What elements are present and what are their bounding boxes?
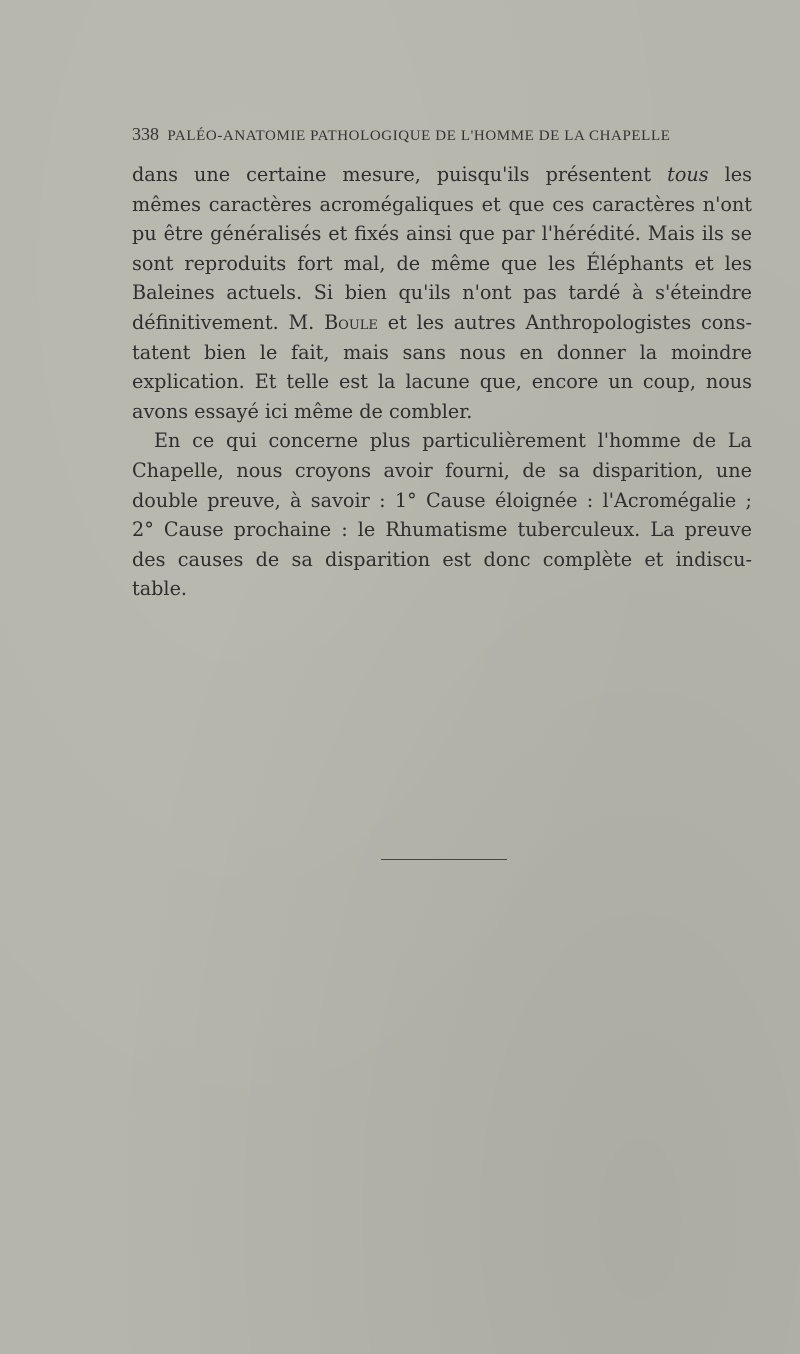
text-line: 2° Cause prochaine : le Rhumatisme tuberculeux. La preuve — [132, 518, 752, 542]
paragraph — [132, 426, 752, 604]
text-line: sont reproduits fort mal, de même que les Éléphants et les — [132, 251, 752, 275]
text-line: double preuve, à savoir : 1° Cause éloignée : l'Acromégalie ; — [132, 488, 752, 512]
text-line: Chapelle, nous croyons avoir fourni, de sa disparition, une — [132, 458, 752, 482]
running-head — [132, 124, 732, 145]
text-line: des causes de sa disparition est donc complète et indiscu- — [132, 547, 752, 571]
running-title: PALÉO-ANATOMIE PATHOLOGIQUE DE L'HOMME DE LA CHAPELLE — [167, 128, 671, 144]
text-line: explication. Et telle est la lacune que, encore un coup, nous — [132, 370, 752, 394]
author-name: Boule — [324, 310, 378, 334]
paragraph — [132, 160, 752, 426]
text-line: dans une certaine mesure, puisqu'ils présentent tous les — [132, 163, 752, 186]
italic-word: tous — [667, 163, 709, 186]
text-line: définitivement. M. Boule et les autres Anthropologistes cons- — [132, 310, 752, 334]
body-text — [132, 160, 752, 604]
page-number: 338 — [132, 124, 159, 144]
text-line: table. — [132, 577, 188, 601]
text-line: avons essayé ici même de combler. — [132, 399, 473, 423]
text-line: En ce qui concerne plus particulièrement l'homme de La — [154, 429, 752, 453]
text-line: mêmes caractères acromégaliques et que ces caractères n'ont — [132, 192, 752, 216]
text-line: pu être généralisés et fixés ainsi que par l'hérédité. Mais ils se — [132, 222, 752, 246]
end-rule — [381, 859, 507, 860]
text-line: tatent bien le fait, mais sans nous en donner la moindre — [132, 340, 752, 364]
text-line: Baleines actuels. Si bien qu'ils n'ont pas tardé à s'éteindre — [132, 281, 752, 305]
